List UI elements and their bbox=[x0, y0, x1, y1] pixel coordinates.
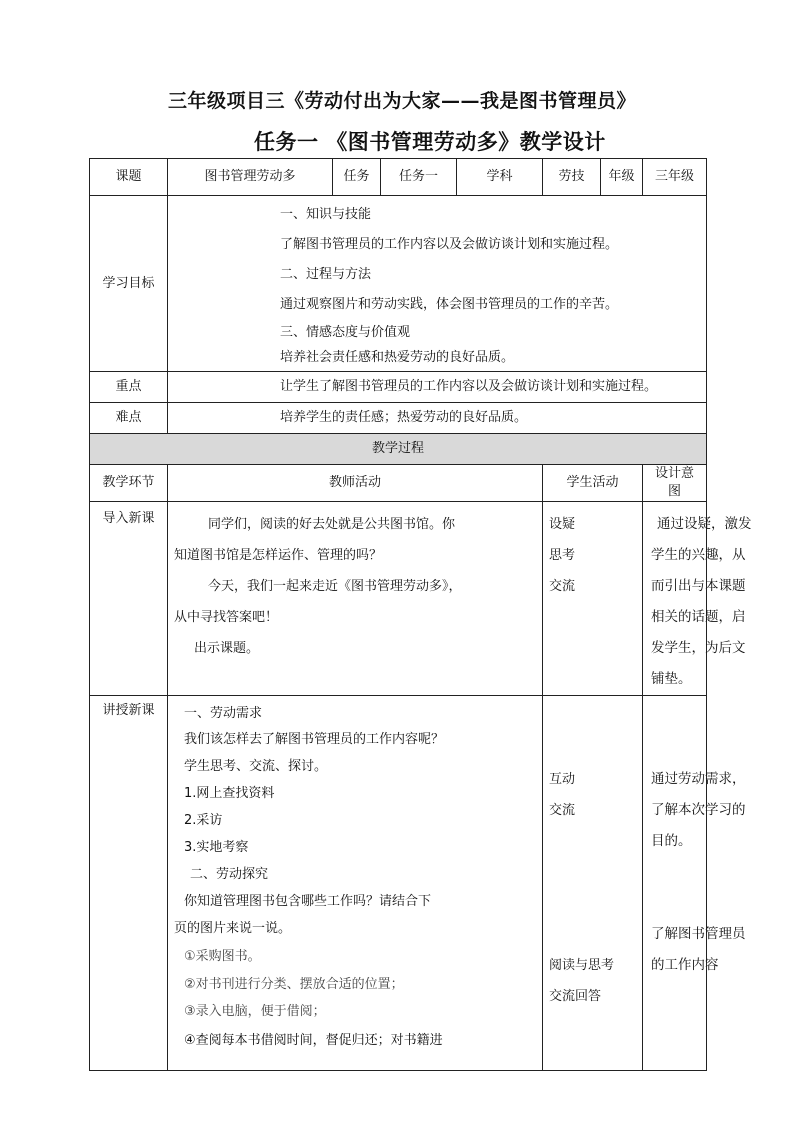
process-header-row bbox=[90, 434, 707, 465]
topic-label: 课题 bbox=[90, 159, 168, 196]
intro-student-line: 交流 bbox=[549, 579, 576, 594]
objective-line: 了解图书管理员的工作内容以及会做访谈计划和实施过程。 bbox=[280, 236, 619, 252]
lesson-teacher bbox=[168, 696, 543, 1071]
col-intent: 设计意图 bbox=[643, 465, 707, 502]
lesson-teacher-line: ③录入电脑，便于借阅； bbox=[184, 1004, 326, 1019]
task-label: 任务 bbox=[333, 159, 381, 196]
intro-teacher bbox=[168, 502, 543, 696]
grade-value: 三年级 bbox=[643, 159, 707, 196]
intro-teacher-line: 出示课题。 bbox=[194, 641, 260, 656]
lesson-teacher-line: 学生思考、交流、探讨。 bbox=[184, 759, 328, 774]
subject-value: 劳技 bbox=[543, 159, 601, 196]
col-stage: 教学环节 bbox=[90, 465, 168, 502]
intro-student-line: 设疑 bbox=[549, 517, 576, 532]
col-teacher: 教师活动 bbox=[168, 465, 543, 502]
difficulty-label: 难点 bbox=[90, 403, 168, 434]
intro-row bbox=[90, 502, 707, 696]
intro-teacher-line: 从中寻找答案吧！ bbox=[174, 610, 279, 625]
lesson-teacher-line: 页的图片来说一说。 bbox=[174, 921, 292, 936]
lesson-stage: 讲授新课 bbox=[90, 696, 168, 1071]
header-row bbox=[90, 159, 707, 196]
lesson-teacher-line: ②对书刊进行分类、摆放合适的位置； bbox=[184, 977, 404, 992]
document-subtitle: 任务一 《图书管理劳动多》教学设计 bbox=[254, 129, 606, 154]
intro-student bbox=[543, 502, 643, 696]
lesson-row bbox=[90, 696, 707, 1071]
lesson-teacher-line: ④查阅每本书借阅时间，督促归还；对书籍进 bbox=[184, 1033, 443, 1048]
lesson-plan-table bbox=[89, 158, 752, 1071]
lesson-teacher-line: 1.网上查找资料 bbox=[184, 786, 275, 801]
lesson-student-line: 阅读与思考 bbox=[549, 958, 615, 973]
lesson-teacher-line: 2.采访 bbox=[184, 813, 223, 828]
lesson-intent-line: 通过劳动需求， bbox=[651, 771, 746, 787]
intro-teacher-line: 知道图书馆是怎样运作、管理的吗？ bbox=[174, 548, 383, 563]
objectives-label: 学习目标 bbox=[90, 196, 168, 372]
topic-value: 图书管理劳动多 bbox=[168, 159, 333, 196]
difficulty-text: 培养学生的责任感；热爱劳动的良好品质。 bbox=[168, 403, 707, 434]
lesson-teacher-line: 我们该怎样去了解图书管理员的工作内容呢？ bbox=[184, 732, 445, 747]
intro-intent-line: 铺垫。 bbox=[651, 671, 692, 687]
lesson-teacher-line: 二、劳动探究 bbox=[190, 867, 269, 882]
intro-intent-line: 发学生，为后文 bbox=[651, 640, 746, 656]
lesson-teacher-line: ①采购图书。 bbox=[184, 949, 261, 964]
intro-teacher-line: 同学们，阅读的好去处就是公共图书馆。你 bbox=[208, 517, 456, 532]
intro-teacher-line: 今天，我们一起来走近《图书管理劳动多》， bbox=[208, 579, 462, 594]
objective-line: 通过观察图片和劳动实践，体会图书管理员的工作的辛苦。 bbox=[280, 296, 619, 312]
lesson-intent bbox=[643, 696, 746, 1071]
intro-intent-line: 学生的兴趣，从 bbox=[651, 547, 746, 563]
intro-student-line: 思考 bbox=[549, 548, 576, 563]
intro-intent-line: 相关的话题，启 bbox=[651, 609, 746, 625]
intro-intent-line: 而引出与本课题 bbox=[651, 578, 746, 594]
lesson-intent-line: 了解本次学习的 bbox=[651, 802, 746, 818]
key-point-label: 重点 bbox=[90, 372, 168, 403]
objectives-row bbox=[90, 196, 707, 372]
intro-stage: 导入新课 bbox=[90, 502, 168, 696]
subject-label: 学科 bbox=[457, 159, 543, 196]
objectives-content bbox=[168, 196, 707, 372]
objective-line: 一、知识与技能 bbox=[280, 206, 372, 222]
key-point-row bbox=[90, 372, 707, 403]
difficulty-row bbox=[90, 403, 707, 434]
document-title: 三年级项目三《劳动付出为大家——我是图书管理员》 bbox=[168, 90, 637, 112]
objective-line: 二、过程与方法 bbox=[280, 266, 372, 282]
key-point-text: 让学生了解图书管理员的工作内容以及会做访谈计划和实施过程。 bbox=[168, 372, 707, 403]
objective-line: 培养社会责任感和热爱劳动的良好品质。 bbox=[280, 349, 515, 365]
process-header: 教学过程 bbox=[90, 434, 707, 465]
lesson-student bbox=[543, 696, 643, 1071]
lesson-student-line: 互动 bbox=[549, 772, 576, 787]
col-student: 学生活动 bbox=[543, 465, 643, 502]
lesson-teacher-line: 你知道管理图书包含哪些工作吗？请结合下 bbox=[184, 894, 432, 909]
lesson-intent-line: 的工作内容 bbox=[651, 957, 719, 973]
process-columns-row bbox=[90, 465, 707, 502]
lesson-teacher-line: 3.实地考察 bbox=[184, 840, 249, 855]
lesson-intent-line: 目的。 bbox=[651, 833, 692, 849]
intro-intent bbox=[643, 502, 752, 696]
lesson-teacher-line: 一、劳动需求 bbox=[184, 706, 263, 721]
lesson-student-line: 交流回答 bbox=[549, 989, 602, 1004]
lesson-intent-line: 了解图书管理员 bbox=[651, 926, 746, 942]
grade-label: 年级 bbox=[601, 159, 643, 196]
objective-line: 三、情感态度与价值观 bbox=[280, 324, 411, 340]
task-value: 任务一 bbox=[381, 159, 457, 196]
intro-intent-line: 通过设疑，激发 bbox=[657, 516, 752, 532]
lesson-student-line: 交流 bbox=[549, 803, 576, 818]
